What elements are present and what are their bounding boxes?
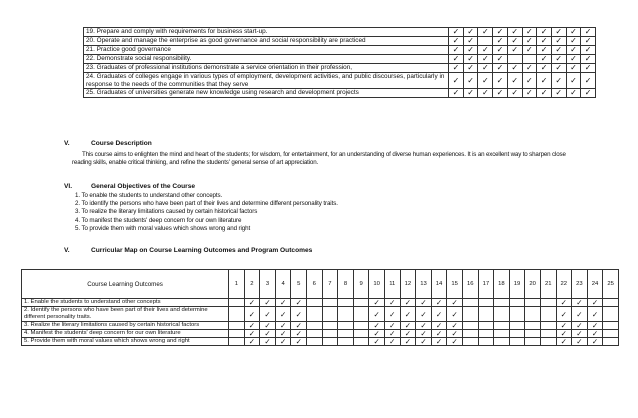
check-mark-icon: ✓ xyxy=(566,89,581,98)
check-mark-icon: ✓ xyxy=(537,37,552,46)
objective-item: 1. To enable the students to understand other concepts. xyxy=(75,192,223,199)
check-mark-icon: ✓ xyxy=(260,307,276,322)
empty-cell xyxy=(540,299,556,307)
empty-cell xyxy=(353,322,369,330)
empty-cell xyxy=(322,299,338,307)
learning-outcome-text: 5. Provide them with moral values which shows wrong and right xyxy=(22,338,229,346)
empty-cell xyxy=(229,322,245,330)
objective-item: 2. To identify the persons who have been part of their lives and determine different personality traits. xyxy=(75,200,338,208)
program-outcome-number: 2 xyxy=(244,270,260,299)
learning-outcome-text: 2. Identify the persons who have been part of their lives and determine different personality traits. xyxy=(22,307,229,322)
empty-cell xyxy=(525,330,541,338)
empty-cell xyxy=(229,299,245,307)
check-mark-icon: ✓ xyxy=(478,46,493,55)
empty-cell xyxy=(494,338,510,346)
empty-cell xyxy=(322,322,338,330)
check-mark-icon: ✓ xyxy=(572,330,588,338)
check-mark-icon: ✓ xyxy=(431,322,447,330)
program-outcome-number: 20 xyxy=(525,270,541,299)
program-outcome-number: 16 xyxy=(462,270,478,299)
check-mark-icon: ✓ xyxy=(449,73,464,89)
outcome-text: 25. Graduates of universities generate new knowledge using research and development projects xyxy=(84,89,449,98)
curricular-map-heading xyxy=(64,247,313,255)
check-mark-icon: ✓ xyxy=(566,55,581,64)
empty-cell xyxy=(540,338,556,346)
empty-cell xyxy=(478,299,494,307)
outcome-row xyxy=(84,28,596,37)
outcome-row xyxy=(84,37,596,46)
empty-cell xyxy=(494,322,510,330)
learning-outcome-row xyxy=(22,299,619,307)
check-mark-icon: ✓ xyxy=(587,330,603,338)
check-mark-icon: ✓ xyxy=(447,322,463,330)
section-number: V. xyxy=(64,247,70,254)
program-outcome-number: 3 xyxy=(260,270,276,299)
check-mark-icon: ✓ xyxy=(384,338,400,346)
outcome-text: 23. Graduates of professional institutions demonstrate a service orientation in their profession, xyxy=(84,64,449,73)
empty-cell xyxy=(509,338,525,346)
check-mark-icon: ✓ xyxy=(463,73,478,89)
course-learning-outcomes-header: Course Learning Outcomes xyxy=(22,270,229,299)
check-mark-icon: ✓ xyxy=(581,89,596,98)
empty-cell xyxy=(229,330,245,338)
empty-cell xyxy=(338,330,354,338)
check-mark-icon: ✓ xyxy=(581,28,596,37)
check-mark-icon: ✓ xyxy=(447,307,463,322)
empty-cell xyxy=(353,338,369,346)
check-mark-icon: ✓ xyxy=(587,322,603,330)
check-mark-icon: ✓ xyxy=(566,37,581,46)
empty-cell xyxy=(525,307,541,322)
outcome-row xyxy=(84,55,596,64)
empty-cell xyxy=(540,330,556,338)
empty-cell xyxy=(307,338,323,346)
check-mark-icon: ✓ xyxy=(463,28,478,37)
program-outcome-number: 22 xyxy=(556,270,572,299)
program-outcome-number: 13 xyxy=(416,270,432,299)
learning-outcome-row xyxy=(22,307,619,322)
check-mark-icon: ✓ xyxy=(581,37,596,46)
check-mark-icon: ✓ xyxy=(431,307,447,322)
empty-cell xyxy=(603,322,619,330)
check-mark-icon: ✓ xyxy=(507,28,522,37)
check-mark-icon: ✓ xyxy=(244,322,260,330)
check-mark-icon: ✓ xyxy=(369,338,385,346)
check-mark-icon: ✓ xyxy=(556,299,572,307)
program-outcome-number: 7 xyxy=(322,270,338,299)
section-number: V. xyxy=(64,140,70,147)
check-mark-icon: ✓ xyxy=(581,73,596,89)
learning-outcome-row xyxy=(22,322,619,330)
check-mark-icon: ✓ xyxy=(260,338,276,346)
check-mark-icon: ✓ xyxy=(507,89,522,98)
check-mark-icon: ✓ xyxy=(493,46,508,55)
program-outcome-number: 14 xyxy=(431,270,447,299)
check-mark-icon: ✓ xyxy=(449,46,464,55)
check-mark-icon: ✓ xyxy=(275,338,291,346)
empty-cell xyxy=(540,322,556,330)
check-mark-icon: ✓ xyxy=(447,299,463,307)
check-mark-icon: ✓ xyxy=(493,89,508,98)
check-mark-icon: ✓ xyxy=(431,330,447,338)
check-mark-icon: ✓ xyxy=(260,330,276,338)
program-outcome-number: 21 xyxy=(540,270,556,299)
check-mark-icon: ✓ xyxy=(556,338,572,346)
check-mark-icon: ✓ xyxy=(369,322,385,330)
check-mark-icon: ✓ xyxy=(369,307,385,322)
empty-cell xyxy=(307,307,323,322)
check-mark-icon: ✓ xyxy=(369,299,385,307)
check-mark-icon: ✓ xyxy=(551,73,566,89)
check-mark-icon: ✓ xyxy=(260,322,276,330)
outcome-row xyxy=(84,73,596,89)
check-mark-icon: ✓ xyxy=(551,37,566,46)
check-mark-icon: ✓ xyxy=(449,64,464,73)
program-outcome-number: 6 xyxy=(307,270,323,299)
check-mark-icon: ✓ xyxy=(449,37,464,46)
check-mark-icon: ✓ xyxy=(244,299,260,307)
check-mark-icon: ✓ xyxy=(493,55,508,64)
check-mark-icon: ✓ xyxy=(581,55,596,64)
empty-cell xyxy=(353,307,369,322)
check-mark-icon: ✓ xyxy=(447,338,463,346)
check-mark-icon: ✓ xyxy=(566,46,581,55)
check-mark-icon: ✓ xyxy=(493,28,508,37)
outcome-row xyxy=(84,46,596,55)
empty-cell xyxy=(338,338,354,346)
check-mark-icon: ✓ xyxy=(384,299,400,307)
check-mark-icon: ✓ xyxy=(478,55,493,64)
check-mark-icon: ✓ xyxy=(522,28,537,37)
program-outcome-number: 23 xyxy=(572,270,588,299)
empty-cell xyxy=(494,307,510,322)
empty-cell xyxy=(478,330,494,338)
empty-cell xyxy=(509,322,525,330)
program-outcome-number: 15 xyxy=(447,270,463,299)
check-mark-icon: ✓ xyxy=(400,299,416,307)
program-outcome-number: 4 xyxy=(275,270,291,299)
program-outcome-number: 8 xyxy=(338,270,354,299)
check-mark-icon: ✓ xyxy=(291,330,307,338)
check-mark-icon: ✓ xyxy=(463,46,478,55)
check-mark-icon: ✓ xyxy=(384,307,400,322)
program-outcome-number: 12 xyxy=(400,270,416,299)
empty-cell xyxy=(509,307,525,322)
check-mark-icon: ✓ xyxy=(537,46,552,55)
check-mark-icon: ✓ xyxy=(463,55,478,64)
empty-cell xyxy=(307,299,323,307)
check-mark-icon: ✓ xyxy=(291,322,307,330)
program-outcome-number: 9 xyxy=(353,270,369,299)
empty-cell xyxy=(603,299,619,307)
empty-cell xyxy=(462,322,478,330)
check-mark-icon: ✓ xyxy=(260,299,276,307)
empty-cell xyxy=(603,330,619,338)
check-mark-icon: ✓ xyxy=(478,28,493,37)
section-number: VI. xyxy=(64,183,73,190)
program-outcome-number: 18 xyxy=(494,270,510,299)
check-mark-icon: ✓ xyxy=(244,307,260,322)
program-outcome-number: 17 xyxy=(478,270,494,299)
check-mark-icon: ✓ xyxy=(447,330,463,338)
check-mark-icon: ✓ xyxy=(416,338,432,346)
empty-cell xyxy=(478,338,494,346)
check-mark-icon: ✓ xyxy=(551,46,566,55)
empty-cell xyxy=(509,299,525,307)
empty-cell xyxy=(307,322,323,330)
course-description-heading xyxy=(64,140,152,148)
check-mark-icon: ✓ xyxy=(572,299,588,307)
program-outcome-number: 5 xyxy=(291,270,307,299)
learning-outcome-row xyxy=(22,330,619,338)
check-mark-icon: ✓ xyxy=(556,322,572,330)
empty-cell xyxy=(525,299,541,307)
objectives-list xyxy=(75,192,338,233)
check-mark-icon: ✓ xyxy=(275,330,291,338)
empty-cell xyxy=(307,330,323,338)
check-mark-icon: ✓ xyxy=(493,37,508,46)
check-mark-icon: ✓ xyxy=(537,89,552,98)
empty-cell xyxy=(229,307,245,322)
check-mark-icon: ✓ xyxy=(384,322,400,330)
check-mark-icon: ✓ xyxy=(507,73,522,89)
empty-cell xyxy=(478,322,494,330)
empty-cell xyxy=(494,299,510,307)
empty-cell xyxy=(338,322,354,330)
check-mark-icon: ✓ xyxy=(551,55,566,64)
program-outcome-number: 19 xyxy=(509,270,525,299)
check-mark-icon: ✓ xyxy=(587,307,603,322)
check-mark-icon: ✓ xyxy=(400,307,416,322)
check-mark-icon: ✓ xyxy=(431,338,447,346)
check-mark-icon: ✓ xyxy=(551,64,566,73)
check-mark-icon: ✓ xyxy=(478,89,493,98)
program-outcome-number: 1 xyxy=(229,270,245,299)
objective-item: 4. To manifest the students' deep concern for our own literature xyxy=(75,216,242,224)
check-mark-icon: ✓ xyxy=(507,37,522,46)
check-mark-icon: ✓ xyxy=(291,338,307,346)
check-mark-icon: ✓ xyxy=(587,338,603,346)
check-mark-icon: ✓ xyxy=(522,46,537,55)
section-title: Curricular Map on Course Learning Outcomes and Program Outcomes xyxy=(91,247,313,254)
empty-cell xyxy=(525,338,541,346)
check-mark-icon: ✓ xyxy=(522,37,537,46)
outcome-text: 24. Graduates of colleges engage in various types of employment, development activities, and public discourses, particularly in response to the needs of the communities that they serve xyxy=(84,73,449,89)
check-mark-icon: ✓ xyxy=(537,55,552,64)
check-mark-icon: ✓ xyxy=(587,299,603,307)
learning-outcome-row xyxy=(22,338,619,346)
check-mark-icon: ✓ xyxy=(416,322,432,330)
empty-cell xyxy=(462,330,478,338)
check-mark-icon: ✓ xyxy=(537,64,552,73)
learning-outcome-text: 3. Realize the literary limitations caused by certain historical factors xyxy=(22,322,229,330)
empty-cell xyxy=(525,322,541,330)
empty-cell xyxy=(494,330,510,338)
check-mark-icon: ✓ xyxy=(572,307,588,322)
outcome-text: 19. Prepare and comply with requirements for business start-up. xyxy=(84,28,449,37)
check-mark-icon: ✓ xyxy=(478,73,493,89)
check-mark-icon: ✓ xyxy=(416,330,432,338)
empty-cell xyxy=(603,307,619,322)
check-mark-icon: ✓ xyxy=(566,28,581,37)
check-mark-icon: ✓ xyxy=(581,64,596,73)
check-mark-icon: ✓ xyxy=(463,37,478,46)
empty-cell xyxy=(229,338,245,346)
check-mark-icon: ✓ xyxy=(275,322,291,330)
check-mark-icon: ✓ xyxy=(449,28,464,37)
empty-cell xyxy=(462,338,478,346)
check-mark-icon: ✓ xyxy=(275,299,291,307)
check-mark-icon: ✓ xyxy=(581,46,596,55)
check-mark-icon: ✓ xyxy=(493,73,508,89)
check-mark-icon: ✓ xyxy=(416,307,432,322)
empty-cell xyxy=(353,299,369,307)
empty-cell xyxy=(338,307,354,322)
check-mark-icon: ✓ xyxy=(384,330,400,338)
outcome-text: 20. Operate and manage the enterprise as good governance and social responsibility are practiced xyxy=(84,37,449,46)
program-outcome-number: 24 xyxy=(587,270,603,299)
program-outcome-number: 25 xyxy=(603,270,619,299)
check-mark-icon: ✓ xyxy=(275,307,291,322)
program-outcome-number: 11 xyxy=(384,270,400,299)
check-mark-icon: ✓ xyxy=(572,338,588,346)
check-mark-icon: ✓ xyxy=(556,330,572,338)
empty-cell xyxy=(603,338,619,346)
check-mark-icon: ✓ xyxy=(244,330,260,338)
check-mark-icon: ✓ xyxy=(566,73,581,89)
outcome-row xyxy=(84,89,596,98)
check-mark-icon: ✓ xyxy=(449,89,464,98)
check-mark-icon: ✓ xyxy=(566,64,581,73)
empty-cell xyxy=(478,307,494,322)
objective-item: 5. To provide them with moral values which shows wrong and right xyxy=(75,224,251,232)
objectives-heading xyxy=(64,183,196,191)
program-outcome-number: 10 xyxy=(369,270,385,299)
check-mark-icon: ✓ xyxy=(400,322,416,330)
outcome-row xyxy=(84,64,596,73)
check-mark-icon: ✓ xyxy=(551,89,566,98)
empty-cell xyxy=(322,307,338,322)
check-mark-icon: ✓ xyxy=(493,64,508,73)
check-mark-icon: ✓ xyxy=(416,299,432,307)
course-description-text: This course aims to enlighten the mind and heart of the students; for wisdom, for entertainment, for an understanding of diverse human experiences. It is an excellent way to sharpen close reading skills, enable critical thinking, and refine the students' general sense of art appreciation. xyxy=(72,151,566,167)
check-mark-icon: ✓ xyxy=(463,64,478,73)
program-outcomes-table xyxy=(83,27,596,98)
check-mark-icon: ✓ xyxy=(291,307,307,322)
check-mark-icon: ✓ xyxy=(244,338,260,346)
empty-cell xyxy=(353,330,369,338)
outcome-text: 22. Demonstrate social responsibility. xyxy=(84,55,449,64)
empty-cell xyxy=(322,338,338,346)
empty-cell xyxy=(338,299,354,307)
empty-cell xyxy=(540,307,556,322)
check-mark-icon: ✓ xyxy=(522,73,537,89)
check-mark-icon: ✓ xyxy=(522,64,537,73)
empty-cell xyxy=(462,307,478,322)
check-mark-icon: ✓ xyxy=(431,299,447,307)
check-mark-icon: ✓ xyxy=(291,299,307,307)
check-mark-icon: ✓ xyxy=(507,64,522,73)
section-title: General Objectives of the Course xyxy=(91,183,196,190)
check-mark-icon: ✓ xyxy=(400,330,416,338)
check-mark-icon: ✓ xyxy=(507,46,522,55)
check-mark-icon: ✓ xyxy=(449,55,464,64)
check-mark-icon: ✓ xyxy=(400,338,416,346)
curricular-map-table xyxy=(21,269,619,346)
check-mark-icon: ✓ xyxy=(537,73,552,89)
check-mark-icon: ✓ xyxy=(522,89,537,98)
check-mark-icon: ✓ xyxy=(572,322,588,330)
check-mark-icon: ✓ xyxy=(556,307,572,322)
check-mark-icon: ✓ xyxy=(537,28,552,37)
check-mark-icon: ✓ xyxy=(463,89,478,98)
check-mark-icon: ✓ xyxy=(478,64,493,73)
outcome-text: 21. Practice good governance xyxy=(84,46,449,55)
learning-outcome-text: 4. Manifest the students' deep concern for our own literature xyxy=(22,330,229,338)
section-title: Course Description xyxy=(91,140,152,147)
learning-outcome-text: 1. Enable the students to understand other concepts xyxy=(22,299,229,307)
check-mark-icon: ✓ xyxy=(551,28,566,37)
objective-item: 3. To realize the literary limitations caused by certain historical factors xyxy=(75,208,258,216)
empty-cell xyxy=(462,299,478,307)
empty-cell xyxy=(322,330,338,338)
empty-cell xyxy=(509,330,525,338)
check-mark-icon: ✓ xyxy=(369,330,385,338)
